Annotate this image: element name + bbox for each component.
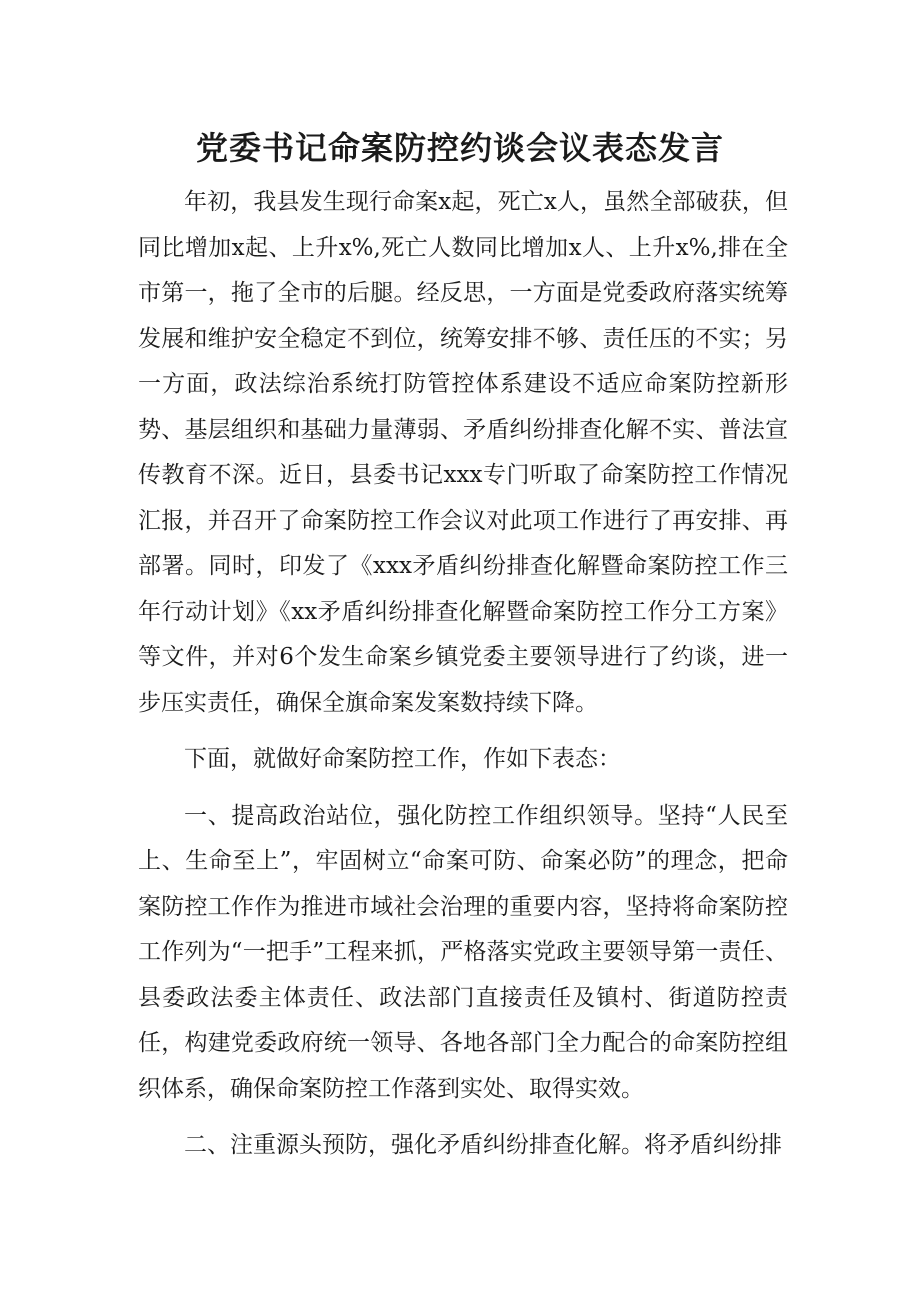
document-body: [138, 180, 788, 1180]
document-title: 党委书记命案防控约谈会议表态发言: [195, 129, 724, 167]
paragraph-intro: 年初，我县发生现行命案x起，死亡x人，虽然全部破获，但同比增加x起、上升x%,死亡人数同比增加x人、上升x%,排在全市第一，拖了全市的后腿。经反思，一方面是党委政府落实统筹发展和维护安全稳定不到位，统筹安排不够、责任压的不实；另一方面，政法综治系统打防管控体系建设不适应命案防控新形势、基层组织和基础力量薄弱、矛盾纠纷排查化解不实、普法宣传教育不深。近日，县委书记xxx专门听取了命案防控工作情况汇报，并召开了命案防控工作会议对此项工作进行了再安排、再部署。同时，印发了《xxx矛盾纠纷排查化解暨命案防控工作三年行动计划》《xx矛盾纠纷排查化解暨命案防控工作分工方案》等文件，并对6个发生命案乡镇党委主要领导进行了约谈，进一步压实责任，确保全旗命案发案数持续下降。: [138, 189, 788, 716]
paragraph-point-two: 二、注重源头预防，强化矛盾纠纷排查化解。将矛盾纠纷排: [184, 1132, 782, 1158]
paragraph-statement-lead: 下面，就做好命案防控工作，作如下表态：: [184, 746, 621, 772]
paragraph-point-one: 一、提高政治站位，强化防控工作组织领导。坚持“人民至上、生命至上”，牢固树立“命案可防、命案必防”的理念，把命案防控工作作为推进市域社会治理的重要内容，坚持将命案防控工作列为“一把手”工程来抓，严格落实党政主要领导第一责任、县委政法委主体责任、政法部门直接责任及镇村、街道防控责任，构建党委政府统一领导、各地各部门全力配合的命案防控组织体系，确保命案防控工作落到实处、取得实效。: [138, 802, 788, 1102]
